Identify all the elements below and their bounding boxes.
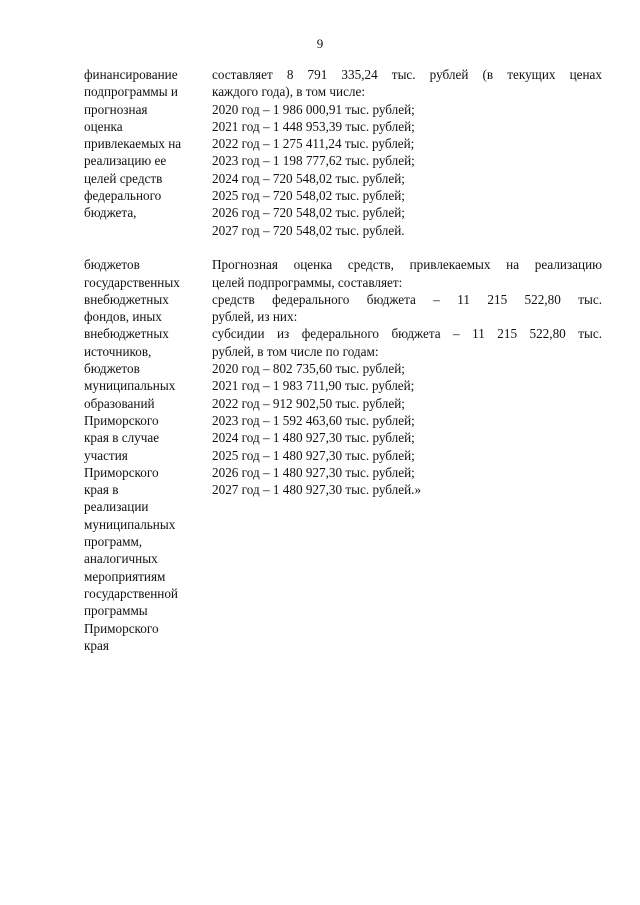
row1-label-line: финансирование [84, 67, 178, 82]
row1-label-line: прогнозная [84, 101, 148, 117]
row-spacer [84, 239, 212, 256]
row2-label-line: внебюджетных [84, 326, 169, 342]
forecast-paragraph-line: Прогнозная оценка средств, привлекаемых на реализацию [212, 257, 602, 273]
row2-label [84, 256, 212, 654]
row2-year-amount: 2020 год – 802 735,60 тыс. рублей; [212, 361, 405, 377]
passport-table [84, 66, 602, 654]
row2-year-amount: 2023 год – 1 592 463,60 тыс. рублей; [212, 412, 415, 428]
row2-label-line: края [84, 637, 109, 653]
row1-year-amount: 2025 год – 720 548,02 тыс. рублей; [212, 188, 405, 204]
row2-label-line: бюджетов [84, 361, 140, 377]
row2-label-line: участия [84, 447, 128, 463]
row2-label-line: Приморского [84, 412, 159, 428]
row1-year-amount: 2021 год – 1 448 953,39 тыс. рублей; [212, 118, 415, 134]
row1-label-line: оценка [84, 118, 123, 134]
row2-label-line: государственных [84, 274, 180, 290]
row2-year-amount: 2024 год – 1 480 927,30 тыс. рублей; [212, 430, 415, 446]
row-spacer [212, 239, 602, 256]
row1-label-line: привлекаемых на [84, 136, 182, 152]
row2-label-line: муниципальных [84, 378, 176, 394]
row2-content [212, 256, 602, 654]
row1-content [212, 66, 602, 239]
row1-label-line: реализацию ее [84, 153, 167, 169]
row2-year-amount: 2026 год – 1 480 927,30 тыс. рублей; [212, 464, 415, 480]
row2-label-line: программ, [84, 534, 143, 550]
row1-year-amount: 2027 год – 720 548,02 тыс. рублей. [212, 222, 405, 238]
row2-year-amount: 2027 год – 1 480 927,30 тыс. рублей.» [212, 482, 422, 498]
row2-label-line: аналогичных [84, 551, 158, 567]
row1-year-amount: 2026 год – 720 548,02 тыс. рублей; [212, 205, 405, 221]
row2-label-line: программы [84, 603, 148, 619]
row2-label-line: государственной [84, 585, 178, 601]
row1-intro-line: составляет 8 791 335,24 тыс. рублей (в текущих ценах [212, 67, 602, 82]
federal-budget-line: рублей, из них: [212, 309, 298, 325]
row2-year-amount: 2025 год – 1 480 927,30 тыс. рублей; [212, 447, 415, 463]
row1-year-amount: 2020 год – 1 986 000,91 тыс. рублей; [212, 101, 415, 117]
row1-label-line: федерального [84, 188, 162, 204]
row2-label-line: реализации [84, 499, 149, 515]
row2-label-line: Приморского [84, 620, 159, 636]
row2-label-line: края в [84, 482, 119, 498]
row2-label-line: Приморского [84, 464, 159, 480]
row2-year-amount: 2022 год – 912 902,50 тыс. рублей; [212, 395, 405, 411]
row1-year-amount: 2022 год – 1 275 411,24 тыс. рублей; [212, 136, 415, 152]
row2-label-line: фондов, иных [84, 309, 162, 325]
row2-year-amount: 2021 год – 1 983 711,90 тыс. рублей; [212, 378, 415, 394]
row1-label [84, 66, 212, 239]
subsidy-line: рублей, в том числе по годам: [212, 343, 379, 359]
row2-label-line: источников, [84, 343, 152, 359]
row2-label-line: внебюджетных [84, 291, 169, 307]
row2-label-line: края в случае [84, 430, 160, 446]
federal-budget-line: средств федерального бюджета – 11 215 522,80 тыс. [212, 291, 602, 307]
row2-label-line: мероприятиям [84, 568, 166, 584]
row1-year-amount: 2024 год – 720 548,02 тыс. рублей; [212, 170, 405, 186]
page-number: 9 [316, 36, 324, 51]
subsidy-line: субсидии из федерального бюджета – 11 215 522,80 тыс. [212, 326, 602, 342]
forecast-paragraph-line: целей подпрограммы, составляет: [212, 274, 403, 290]
row1-label-line: подпрограммы и [84, 84, 178, 100]
row2-label-line: образований [84, 395, 155, 411]
row1-intro-line: каждого года), в том числе: [212, 84, 366, 100]
row1-label-line: целей средств [84, 170, 163, 186]
row1-year-amount: 2023 год – 1 198 777,62 тыс. рублей; [212, 153, 415, 169]
row1-label-line: бюджета, [84, 205, 137, 221]
row2-label-line: бюджетов [84, 257, 140, 273]
row2-label-line: муниципальных [84, 516, 176, 532]
